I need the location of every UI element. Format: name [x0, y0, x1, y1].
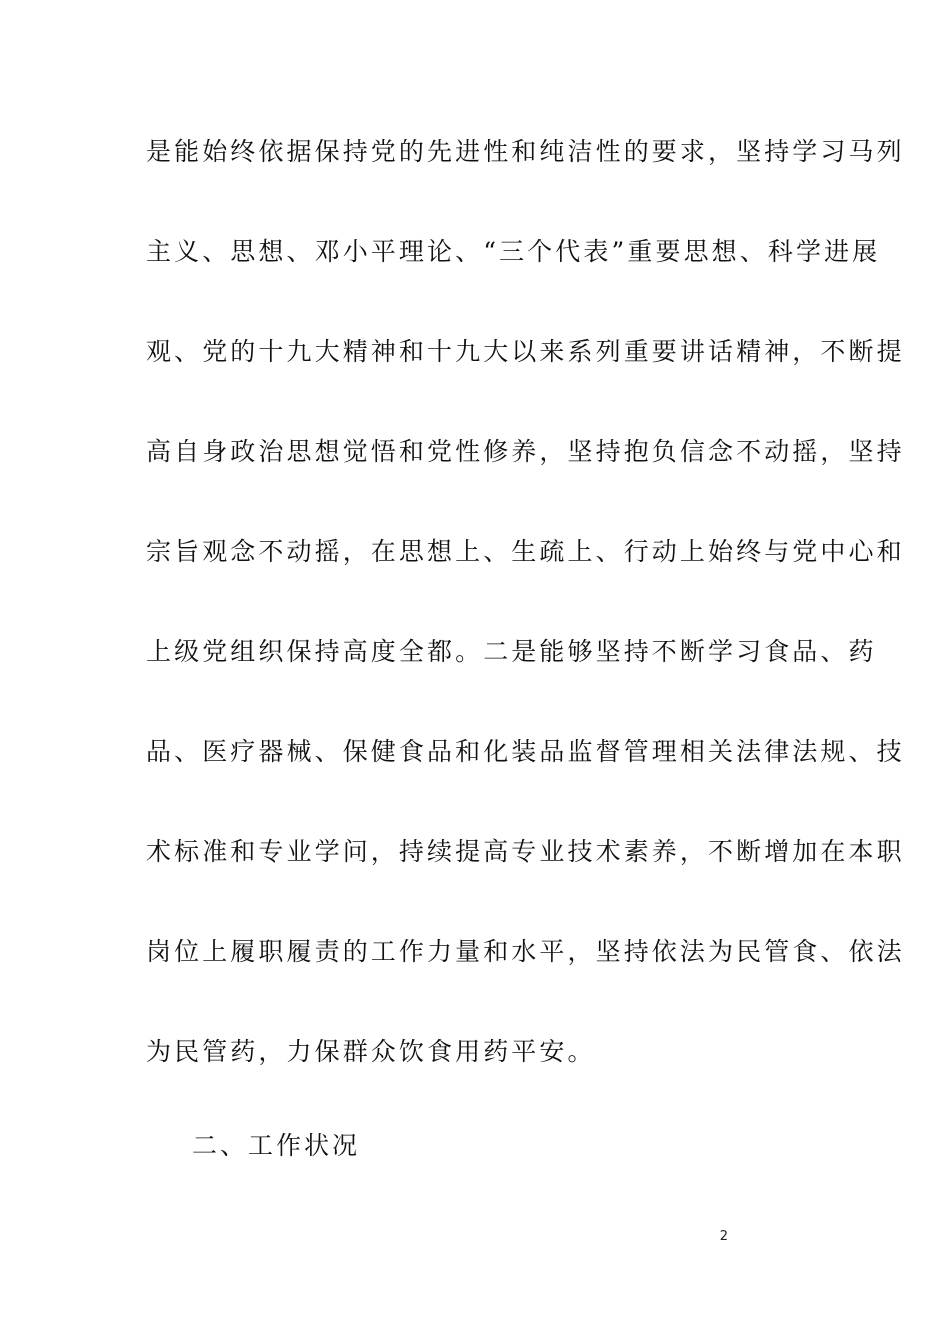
paragraph-line: 高自身政治思想觉悟和党性修养，坚持抱负信念不动摇，坚持 — [146, 437, 905, 466]
section-heading: 二、工作状况 — [192, 1131, 361, 1160]
paragraph-line: 观、党的十九大精神和十九大以来系列重要讲话精神，不断提 — [146, 337, 905, 366]
page-number: 2 — [719, 1229, 728, 1244]
paragraph-line: 宗旨观念不动摇，在思想上、生疏上、行动上始终与党中心和 — [146, 537, 905, 566]
paragraph-line: 上级党组织保持高度全都。二是能够坚持不断学习食品、药 — [146, 637, 877, 666]
paragraph-line: 主义、思想、邓小平理论、“三个代表”重要思想、科学进展 — [146, 237, 881, 266]
paragraph-line: 为民管药，力保群众饮食用药平安。 — [146, 1037, 596, 1066]
paragraph-line: 术标准和专业学问，持续提高专业技术素养，不断增加在本职 — [146, 837, 905, 866]
paragraph-line: 是能始终依据保持党的先进性和纯洁性的要求，坚持学习马列 — [146, 137, 905, 166]
paragraph-line: 品、医疗器械、保健食品和化装品监督管理相关法律法规、技 — [146, 737, 905, 766]
paragraph-line: 岗位上履职履责的工作力量和水平，坚持依法为民管食、依法 — [146, 937, 905, 966]
